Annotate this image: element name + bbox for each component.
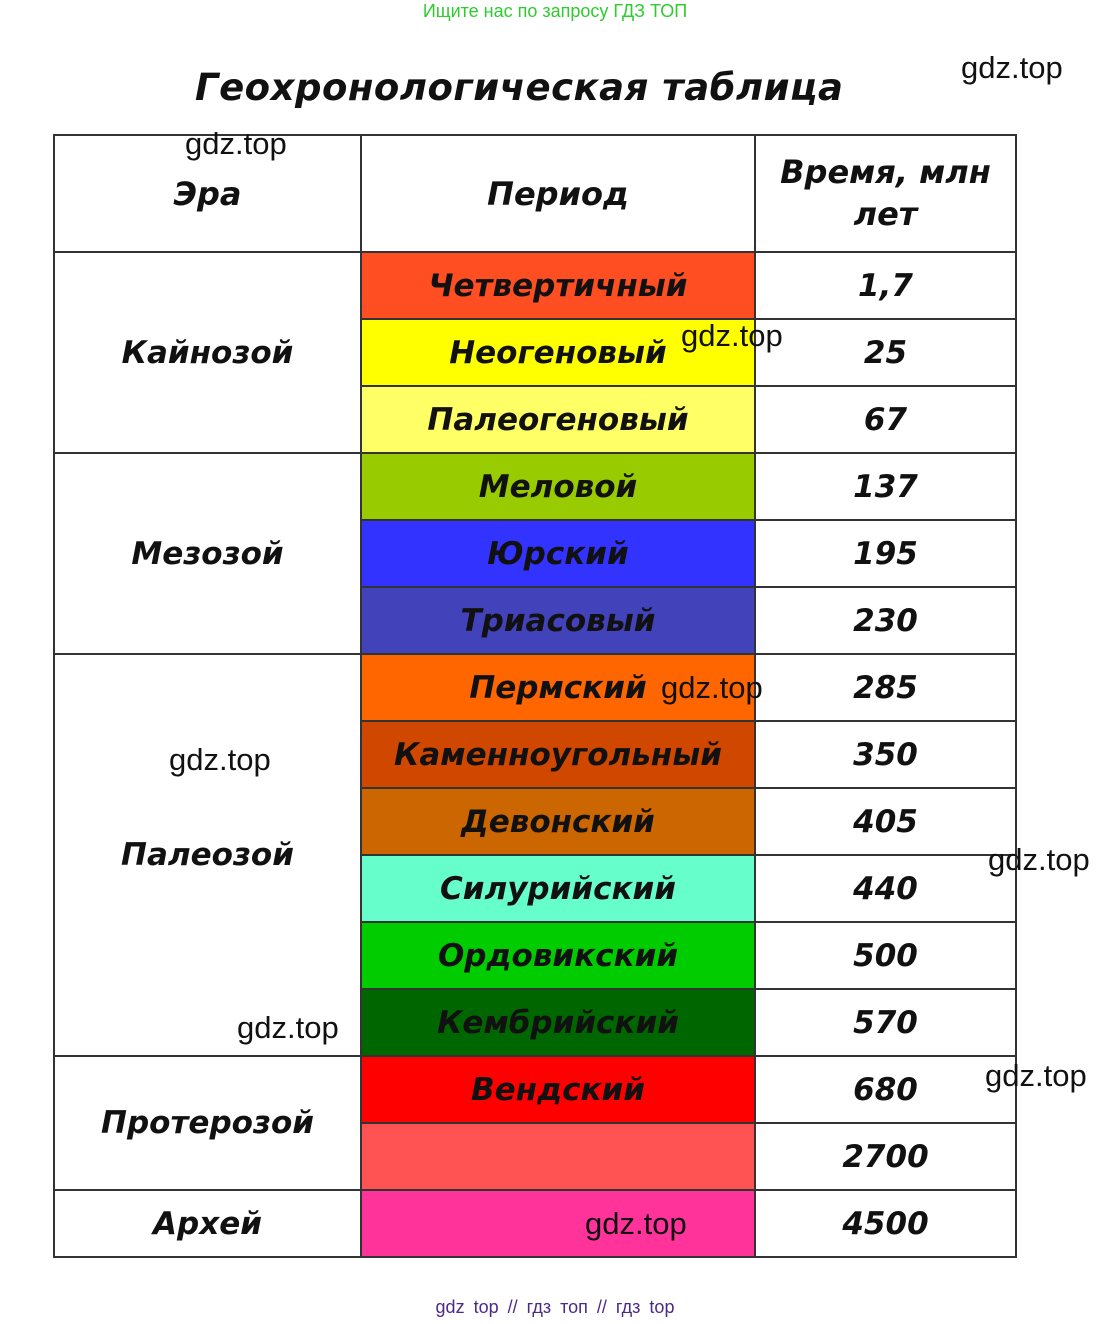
watermark: gdz.top bbox=[237, 1010, 339, 1045]
watermark: gdz.top bbox=[985, 1058, 1087, 1093]
period-cell: Триасовый bbox=[361, 587, 755, 654]
period-cell: Четвертичный bbox=[361, 252, 755, 319]
watermark: gdz.top bbox=[661, 670, 763, 705]
time-cell: 25 bbox=[755, 319, 1016, 386]
time-cell: 137 bbox=[755, 453, 1016, 520]
watermark: gdz.top bbox=[681, 318, 783, 353]
time-cell: 67 bbox=[755, 386, 1016, 453]
header-period: Период bbox=[361, 135, 755, 252]
period-cell: Кембрийский bbox=[361, 989, 755, 1056]
era-cell: Архей bbox=[54, 1190, 361, 1257]
time-cell: 680 bbox=[755, 1056, 1016, 1123]
era-cell: Мезозой bbox=[54, 453, 361, 654]
time-cell: 2700 bbox=[755, 1123, 1016, 1190]
era-cell: Палеозой bbox=[54, 654, 361, 1056]
period-cell: Пермский bbox=[361, 654, 755, 721]
era-cell: Протерозой bbox=[54, 1056, 361, 1190]
time-cell: 1,7 bbox=[755, 252, 1016, 319]
geochronological-table bbox=[53, 134, 1017, 1258]
watermark: gdz.top bbox=[988, 842, 1090, 877]
watermark: gdz.top bbox=[185, 126, 287, 161]
time-cell: 285 bbox=[755, 654, 1016, 721]
watermark: gdz.top bbox=[585, 1206, 687, 1241]
period-cell: Юрский bbox=[361, 520, 755, 587]
time-cell: 195 bbox=[755, 520, 1016, 587]
period-cell: Каменноугольный bbox=[361, 721, 755, 788]
watermark: gdz.top bbox=[961, 50, 1063, 85]
period-cell: Неогеновый bbox=[361, 319, 755, 386]
time-cell: 500 bbox=[755, 922, 1016, 989]
footer-links[interactable]: gdz top // гдз топ // гдз top bbox=[435, 1297, 675, 1317]
table-row bbox=[54, 1190, 1016, 1257]
time-cell: 230 bbox=[755, 587, 1016, 654]
period-cell bbox=[361, 1190, 755, 1257]
time-cell: 4500 bbox=[755, 1190, 1016, 1257]
table-row bbox=[54, 654, 1016, 721]
search-banner: Ищите нас по запросу ГДЗ ТОП bbox=[422, 1, 688, 21]
time-cell: 350 bbox=[755, 721, 1016, 788]
time-cell: 570 bbox=[755, 989, 1016, 1056]
period-cell: Ордовикский bbox=[361, 922, 755, 989]
period-cell: Палеогеновый bbox=[361, 386, 755, 453]
period-cell: Девонский bbox=[361, 788, 755, 855]
period-cell: Силурийский bbox=[361, 855, 755, 922]
table-row bbox=[54, 252, 1016, 319]
period-cell: Вендский bbox=[361, 1056, 755, 1123]
period-cell: Меловой bbox=[361, 453, 755, 520]
header-era: Эра bbox=[54, 135, 361, 252]
time-cell: 405 bbox=[755, 788, 1016, 855]
period-cell bbox=[361, 1123, 755, 1190]
page-title: Геохронологическая таблица bbox=[195, 66, 844, 109]
table-row bbox=[54, 1056, 1016, 1123]
watermark: gdz.top bbox=[169, 742, 271, 777]
time-cell: 440 bbox=[755, 855, 1016, 922]
header-time: Время, млн лет bbox=[755, 135, 1016, 252]
era-cell: Кайнозой bbox=[54, 252, 361, 453]
table-row bbox=[54, 453, 1016, 520]
